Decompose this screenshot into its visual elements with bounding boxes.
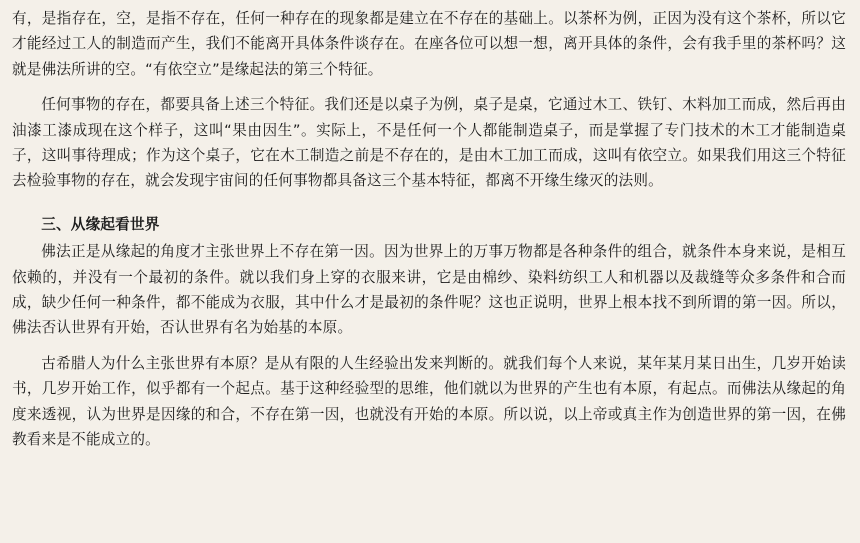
paragraph-2: 任何事物的存在，都要具备上述三个特征。我们还是以桌子为例，桌子是桌，它通过木工、铁钉、木料加工而成，然后再由油漆工漆成现在这个样子，这叫“果由因生”。实际上，不是任何一个人都能制造桌子，而是掌握了专门技术的木工才能制造桌子，这叫事待理成；作为这个桌子，它在木工制造之前是不存在的，是由木工加工而成，这叫有依空立。如果我们用这三个特征去检验事物的存在，就会发现宇宙间的任何事物都具备这三个基本特征，都离不开缘生缘灭的法则。	[12, 96, 846, 190]
paragraph-4: 古希腊人为什么主张世界有本原？是从有限的人生经验出发来判断的。就我们每个人来说，某年某月某日出生，几岁开始读书，几岁开始工作，似乎都有一个起点。基于这种经验型的思维，他们就以为世界的产生也有本原，有起点。而佛法从缘起的角度来透视，认为世界是因缘的和合，不存在第一因，也就没有开始的本原。所以说，以上帝或真主作为创造世界的第一因，在佛教看来是不能成立的。	[12, 354, 846, 449]
paragraph-spacer	[12, 82, 846, 92]
section-heading: 三、从缘起看世界	[41, 215, 160, 233]
paragraph-3: 佛法正是从缘起的角度才主张世界上不存在第一因。因为世界上的万事万物都是各种条件的组合，就条件本身来说，是相互依赖的，并没有一个最初的条件。就以我们身上穿的衣服来讲，它是由棉纱、染料纺织工人和机器以及裁缝等众多条件和合而成，缺少任何一种条件，都不能成为衣服，其中什么才是最初的条件呢？这也正说明，世界上根本找不到所谓的第一因。所以，佛法否认世界有开始，否认世界有名为始基的本原。	[12, 243, 846, 337]
paragraph-spacer-2	[12, 341, 846, 351]
paragraph-1: 有，是指存在，空，是指不存在，任何一种存在的现象都是建立在不存在的基础上。以茶杯为例，正因为没有这个茶杯，所以它才能经过工人的制造而产生，我们不能离开具体条件谈存在。在座各位可以想一想，离开具体的条件，会有我手里的茶杯吗？这就是佛法所讲的空。“有依空立”是缘起法的第三个特征。	[12, 10, 846, 78]
section-spacer-top	[12, 194, 846, 212]
